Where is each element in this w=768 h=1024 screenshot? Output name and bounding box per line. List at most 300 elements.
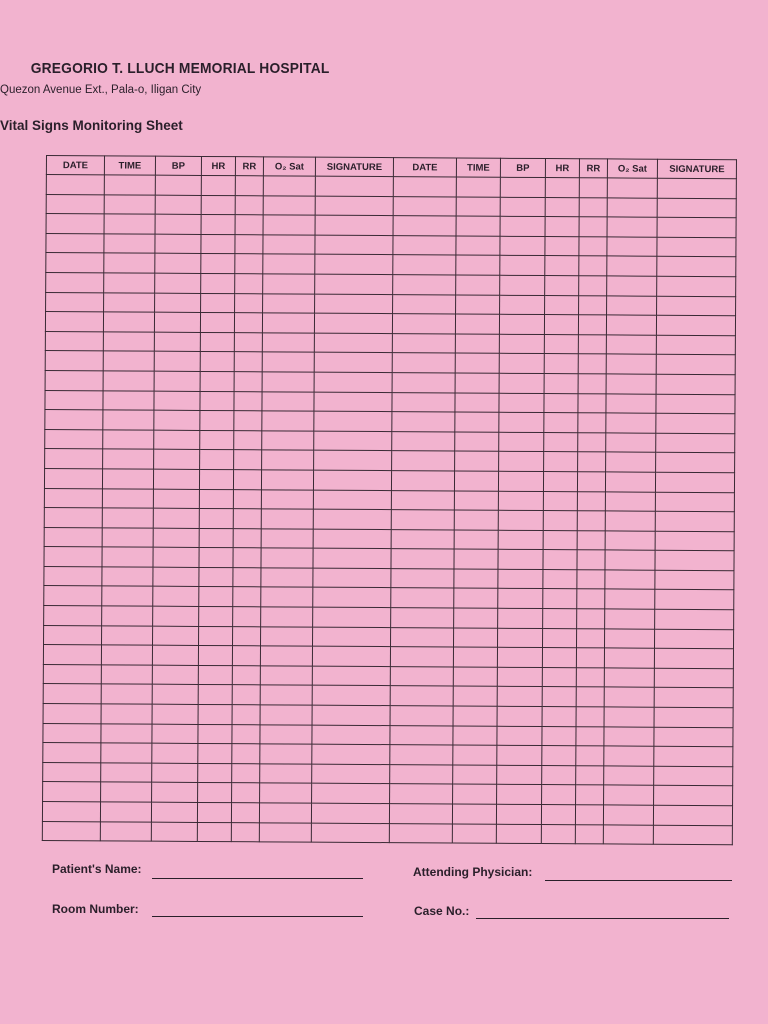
table-cell[interactable] [102, 606, 153, 626]
table-cell[interactable] [604, 648, 654, 668]
table-cell[interactable] [655, 472, 734, 492]
table-cell[interactable] [313, 529, 391, 549]
table-cell[interactable] [453, 726, 497, 746]
table-cell[interactable] [654, 786, 733, 806]
table-cell[interactable] [604, 727, 654, 747]
table-cell[interactable] [153, 528, 199, 548]
table-cell[interactable] [390, 784, 453, 804]
table-cell[interactable] [102, 488, 153, 508]
table-cell[interactable] [579, 295, 607, 315]
table-cell[interactable] [260, 724, 312, 744]
table-cell[interactable] [579, 197, 607, 217]
table-cell[interactable] [545, 217, 579, 237]
table-cell[interactable] [500, 275, 545, 295]
table-cell[interactable] [44, 625, 102, 645]
table-cell[interactable] [543, 589, 577, 609]
table-cell[interactable] [154, 391, 200, 411]
table-cell[interactable] [499, 373, 544, 393]
table-cell[interactable] [543, 550, 577, 570]
table-cell[interactable] [43, 684, 101, 704]
table-cell[interactable] [605, 472, 655, 492]
table-cell[interactable] [578, 452, 606, 472]
table-cell[interactable] [390, 764, 453, 784]
table-cell[interactable] [313, 607, 391, 627]
table-cell[interactable] [201, 195, 235, 215]
table-cell[interactable] [453, 765, 497, 785]
table-cell[interactable] [261, 607, 313, 627]
table-cell[interactable] [544, 393, 578, 413]
table-cell[interactable] [499, 354, 544, 374]
table-cell[interactable] [391, 529, 454, 549]
table-cell[interactable] [263, 235, 315, 255]
table-cell[interactable] [603, 825, 653, 845]
table-cell[interactable] [232, 646, 260, 666]
table-cell[interactable] [500, 256, 545, 276]
table-cell[interactable] [453, 784, 497, 804]
table-cell[interactable] [542, 648, 576, 668]
table-cell[interactable] [579, 276, 607, 296]
table-cell[interactable] [656, 413, 735, 433]
table-cell[interactable] [604, 746, 654, 766]
table-cell[interactable] [43, 645, 101, 665]
table-cell[interactable] [200, 371, 234, 391]
table-cell[interactable] [314, 431, 392, 451]
table-cell[interactable] [263, 215, 315, 235]
table-cell[interactable] [44, 527, 102, 547]
table-cell[interactable] [391, 568, 454, 588]
table-cell[interactable] [579, 178, 607, 198]
table-cell[interactable] [654, 746, 733, 766]
table-cell[interactable] [544, 334, 578, 354]
table-cell[interactable] [102, 528, 153, 548]
table-cell[interactable] [498, 491, 543, 511]
table-cell[interactable] [497, 726, 542, 746]
table-cell[interactable] [578, 374, 606, 394]
table-cell[interactable] [234, 372, 262, 392]
table-cell[interactable] [393, 216, 456, 236]
table-cell[interactable] [103, 430, 154, 450]
table-cell[interactable] [656, 433, 735, 453]
table-cell[interactable] [44, 586, 102, 606]
table-cell[interactable] [604, 629, 654, 649]
table-cell[interactable] [46, 214, 104, 234]
table-cell[interactable] [153, 489, 199, 509]
table-cell[interactable] [456, 275, 500, 295]
table-cell[interactable] [151, 802, 197, 822]
table-cell[interactable] [262, 391, 314, 411]
table-cell[interactable] [152, 685, 198, 705]
table-cell[interactable] [499, 334, 544, 354]
table-cell[interactable] [499, 432, 544, 452]
table-cell[interactable] [391, 608, 454, 628]
table-cell[interactable] [497, 628, 542, 648]
table-cell[interactable] [153, 626, 199, 646]
table-cell[interactable] [606, 335, 656, 355]
table-cell[interactable] [43, 664, 101, 684]
table-cell[interactable] [201, 293, 235, 313]
table-cell[interactable] [314, 313, 392, 333]
table-cell[interactable] [232, 783, 260, 803]
table-cell[interactable] [232, 724, 260, 744]
table-cell[interactable] [452, 804, 496, 824]
table-cell[interactable] [391, 588, 454, 608]
table-cell[interactable] [154, 352, 200, 372]
table-cell[interactable] [43, 782, 101, 802]
table-cell[interactable] [499, 314, 544, 334]
table-cell[interactable] [577, 472, 605, 492]
table-cell[interactable] [453, 745, 497, 765]
table-cell[interactable] [155, 234, 201, 254]
table-cell[interactable] [155, 254, 201, 274]
table-cell[interactable] [577, 530, 605, 550]
table-cell[interactable] [45, 429, 103, 449]
table-cell[interactable] [544, 413, 578, 433]
table-cell[interactable] [151, 822, 197, 842]
table-cell[interactable] [315, 235, 393, 255]
table-cell[interactable] [393, 235, 456, 255]
table-cell[interactable] [656, 315, 735, 335]
table-cell[interactable] [606, 393, 656, 413]
table-cell[interactable] [604, 707, 654, 727]
table-cell[interactable] [101, 782, 152, 802]
table-cell[interactable] [500, 295, 545, 315]
table-cell[interactable] [604, 687, 654, 707]
table-cell[interactable] [605, 589, 655, 609]
table-cell[interactable] [389, 823, 452, 843]
table-cell[interactable] [235, 274, 263, 294]
table-cell[interactable] [605, 531, 655, 551]
table-cell[interactable] [152, 743, 198, 763]
table-cell[interactable] [393, 177, 456, 197]
table-cell[interactable] [544, 432, 578, 452]
table-cell[interactable] [260, 685, 312, 705]
table-cell[interactable] [545, 236, 579, 256]
table-cell[interactable] [654, 766, 733, 786]
table-cell[interactable] [154, 430, 200, 450]
table-cell[interactable] [607, 198, 657, 218]
table-cell[interactable] [606, 354, 656, 374]
table-cell[interactable] [392, 353, 455, 373]
table-cell[interactable] [103, 390, 154, 410]
table-cell[interactable] [656, 355, 735, 375]
table-cell[interactable] [152, 763, 198, 783]
table-cell[interactable] [389, 804, 452, 824]
table-cell[interactable] [455, 353, 499, 373]
table-cell[interactable] [497, 648, 542, 668]
table-cell[interactable] [232, 665, 260, 685]
table-cell[interactable] [315, 294, 393, 314]
table-cell[interactable] [103, 332, 154, 352]
table-cell[interactable] [263, 293, 315, 313]
table-cell[interactable] [654, 727, 733, 747]
table-cell[interactable] [312, 686, 390, 706]
table-cell[interactable] [606, 413, 656, 433]
table-cell[interactable] [155, 214, 201, 234]
table-cell[interactable] [497, 667, 542, 687]
table-cell[interactable] [577, 550, 605, 570]
table-cell[interactable] [312, 784, 390, 804]
table-cell[interactable] [497, 687, 542, 707]
table-cell[interactable] [576, 785, 604, 805]
table-cell[interactable] [498, 589, 543, 609]
table-cell[interactable] [262, 352, 314, 372]
table-cell[interactable] [102, 469, 153, 489]
table-cell[interactable] [576, 707, 604, 727]
table-cell[interactable] [152, 665, 198, 685]
table-cell[interactable] [313, 548, 391, 568]
table-cell[interactable] [392, 333, 455, 353]
table-cell[interactable] [235, 254, 263, 274]
table-cell[interactable] [45, 312, 103, 332]
table-cell[interactable] [578, 315, 606, 335]
table-cell[interactable] [604, 668, 654, 688]
table-cell[interactable] [543, 609, 577, 629]
table-cell[interactable] [261, 529, 313, 549]
table-cell[interactable] [233, 607, 261, 627]
table-cell[interactable] [154, 332, 200, 352]
table-cell[interactable] [46, 233, 104, 253]
table-cell[interactable] [199, 548, 233, 568]
table-cell[interactable] [606, 315, 656, 335]
table-cell[interactable] [259, 822, 311, 842]
table-cell[interactable] [231, 822, 259, 842]
table-cell[interactable] [232, 763, 260, 783]
table-cell[interactable] [199, 489, 233, 509]
table-cell[interactable] [314, 392, 392, 412]
table-cell[interactable] [455, 373, 499, 393]
table-cell[interactable] [101, 684, 152, 704]
table-cell[interactable] [454, 628, 498, 648]
table-cell[interactable] [262, 372, 314, 392]
table-cell[interactable] [104, 253, 155, 273]
table-cell[interactable] [104, 292, 155, 312]
table-cell[interactable] [454, 549, 498, 569]
table-cell[interactable] [392, 373, 455, 393]
table-cell[interactable] [199, 509, 233, 529]
table-cell[interactable] [576, 648, 604, 668]
table-cell[interactable] [656, 394, 735, 414]
table-cell[interactable] [235, 215, 263, 235]
table-cell[interactable] [198, 744, 232, 764]
table-cell[interactable] [102, 626, 153, 646]
table-cell[interactable] [544, 315, 578, 335]
table-cell[interactable] [262, 450, 314, 470]
table-cell[interactable] [545, 276, 579, 296]
table-cell[interactable] [314, 372, 392, 392]
table-cell[interactable] [200, 352, 234, 372]
table-cell[interactable] [200, 450, 234, 470]
table-cell[interactable] [456, 236, 500, 256]
table-cell[interactable] [101, 743, 152, 763]
table-cell[interactable] [576, 687, 604, 707]
table-cell[interactable] [45, 351, 103, 371]
table-cell[interactable] [263, 176, 315, 196]
table-cell[interactable] [263, 254, 315, 274]
table-cell[interactable] [577, 609, 605, 629]
table-cell[interactable] [313, 568, 391, 588]
table-cell[interactable] [454, 471, 498, 491]
table-cell[interactable] [201, 215, 235, 235]
table-cell[interactable] [578, 413, 606, 433]
table-cell[interactable] [542, 785, 576, 805]
table-cell[interactable] [232, 744, 260, 764]
table-cell[interactable] [455, 432, 499, 452]
table-cell[interactable] [234, 352, 262, 372]
table-cell[interactable] [152, 724, 198, 744]
table-cell[interactable] [542, 667, 576, 687]
table-cell[interactable] [543, 569, 577, 589]
table-cell[interactable] [653, 825, 732, 845]
table-cell[interactable] [199, 626, 233, 646]
table-cell[interactable] [543, 491, 577, 511]
table-cell[interactable] [103, 351, 154, 371]
table-cell[interactable] [233, 509, 261, 529]
table-cell[interactable] [607, 237, 657, 257]
table-cell[interactable] [543, 530, 577, 550]
table-cell[interactable] [259, 803, 311, 823]
table-cell[interactable] [260, 646, 312, 666]
table-cell[interactable] [260, 666, 312, 686]
table-cell[interactable] [657, 237, 736, 257]
table-cell[interactable] [454, 510, 498, 530]
table-cell[interactable] [393, 294, 456, 314]
table-cell[interactable] [261, 470, 313, 490]
table-cell[interactable] [578, 354, 606, 374]
table-cell[interactable] [104, 234, 155, 254]
table-cell[interactable] [543, 471, 577, 491]
table-cell[interactable] [100, 802, 151, 822]
table-cell[interactable] [456, 295, 500, 315]
table-cell[interactable] [45, 390, 103, 410]
table-cell[interactable] [234, 450, 262, 470]
table-cell[interactable] [153, 547, 199, 567]
table-cell[interactable] [654, 668, 733, 688]
table-cell[interactable] [312, 646, 390, 666]
room-number-field[interactable] [152, 916, 363, 917]
table-cell[interactable] [456, 197, 500, 217]
table-cell[interactable] [391, 510, 454, 530]
table-cell[interactable] [233, 528, 261, 548]
table-cell[interactable] [498, 471, 543, 491]
table-cell[interactable] [100, 821, 151, 841]
table-cell[interactable] [101, 645, 152, 665]
table-cell[interactable] [155, 195, 201, 215]
table-cell[interactable] [542, 726, 576, 746]
table-cell[interactable] [654, 688, 733, 708]
table-cell[interactable] [313, 588, 391, 608]
table-cell[interactable] [542, 707, 576, 727]
table-cell[interactable] [154, 312, 200, 332]
table-cell[interactable] [198, 763, 232, 783]
table-cell[interactable] [577, 589, 605, 609]
table-cell[interactable] [199, 528, 233, 548]
table-cell[interactable] [200, 430, 234, 450]
table-cell[interactable] [576, 746, 604, 766]
table-cell[interactable] [390, 745, 453, 765]
table-cell[interactable] [311, 823, 389, 843]
table-cell[interactable] [312, 744, 390, 764]
table-cell[interactable] [603, 805, 653, 825]
table-cell[interactable] [606, 452, 656, 472]
table-cell[interactable] [541, 824, 575, 844]
table-cell[interactable] [234, 391, 262, 411]
table-cell[interactable] [262, 431, 314, 451]
table-cell[interactable] [545, 295, 579, 315]
table-cell[interactable] [655, 511, 734, 531]
table-cell[interactable] [390, 666, 453, 686]
table-cell[interactable] [606, 374, 656, 394]
table-cell[interactable] [545, 197, 579, 217]
table-cell[interactable] [261, 626, 313, 646]
table-cell[interactable] [199, 469, 233, 489]
table-cell[interactable] [498, 608, 543, 628]
table-cell[interactable] [606, 433, 656, 453]
table-cell[interactable] [311, 803, 389, 823]
table-cell[interactable] [315, 274, 393, 294]
table-cell[interactable] [577, 511, 605, 531]
table-cell[interactable] [607, 178, 657, 198]
table-cell[interactable] [198, 685, 232, 705]
table-cell[interactable] [46, 272, 104, 292]
table-cell[interactable] [312, 725, 390, 745]
table-cell[interactable] [454, 530, 498, 550]
table-cell[interactable] [312, 666, 390, 686]
table-cell[interactable] [260, 744, 312, 764]
table-cell[interactable] [656, 335, 735, 355]
table-cell[interactable] [313, 509, 391, 529]
table-cell[interactable] [579, 217, 607, 237]
table-cell[interactable] [314, 450, 392, 470]
table-cell[interactable] [315, 215, 393, 235]
table-cell[interactable] [46, 194, 104, 214]
table-cell[interactable] [260, 783, 312, 803]
table-cell[interactable] [198, 646, 232, 666]
table-cell[interactable] [392, 392, 455, 412]
table-cell[interactable] [545, 178, 579, 198]
table-cell[interactable] [45, 331, 103, 351]
table-cell[interactable] [234, 411, 262, 431]
table-cell[interactable] [103, 449, 154, 469]
table-cell[interactable] [657, 178, 736, 198]
table-cell[interactable] [454, 608, 498, 628]
table-cell[interactable] [390, 686, 453, 706]
table-cell[interactable] [605, 511, 655, 531]
table-cell[interactable] [155, 273, 201, 293]
table-cell[interactable] [201, 234, 235, 254]
table-cell[interactable] [101, 723, 152, 743]
table-cell[interactable] [497, 765, 542, 785]
table-cell[interactable] [44, 606, 102, 626]
table-cell[interactable] [453, 667, 497, 687]
patient-name-field[interactable] [152, 878, 363, 879]
table-cell[interactable] [201, 254, 235, 274]
table-cell[interactable] [315, 176, 393, 196]
table-cell[interactable] [153, 469, 199, 489]
table-cell[interactable] [42, 801, 100, 821]
table-cell[interactable] [261, 568, 313, 588]
table-cell[interactable] [101, 763, 152, 783]
table-cell[interactable] [315, 196, 393, 216]
table-cell[interactable] [393, 255, 456, 275]
table-cell[interactable] [197, 822, 231, 842]
table-cell[interactable] [261, 587, 313, 607]
table-cell[interactable] [200, 411, 234, 431]
table-cell[interactable] [104, 194, 155, 214]
table-cell[interactable] [657, 257, 736, 277]
table-cell[interactable] [153, 587, 199, 607]
table-cell[interactable] [197, 802, 231, 822]
table-cell[interactable] [498, 530, 543, 550]
